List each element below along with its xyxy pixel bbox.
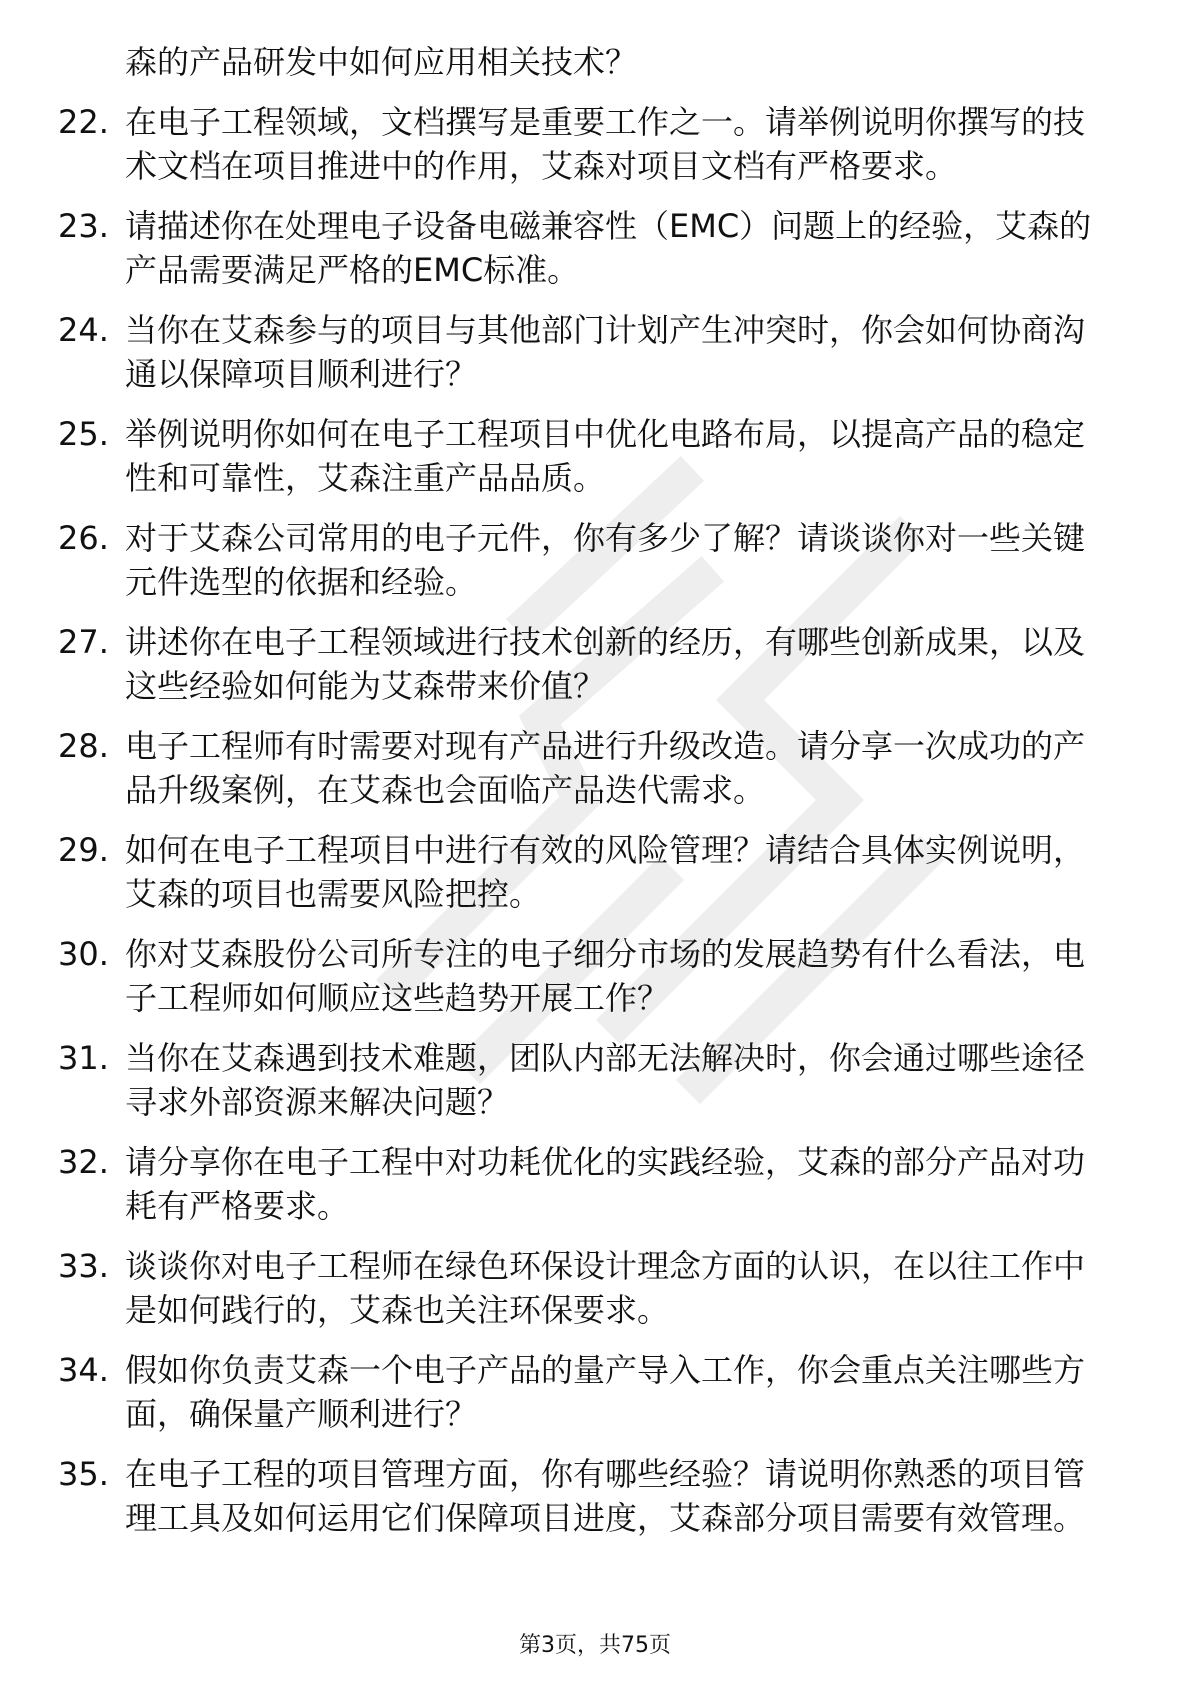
question-text: 假如你负责艾森一个电子产品的量产导入工作，你会重点关注哪些方面，确保量产顺利进行？ xyxy=(125,1351,1086,1433)
question-number: 26. xyxy=(58,519,109,557)
question-text: 当你在艾森参与的项目与其他部门计划产生冲突时，你会如何协商沟通以保障项目顺利进行？ xyxy=(125,311,1086,393)
page-footer: 第3页，共75页 xyxy=(519,1633,671,1658)
question-number: 27. xyxy=(58,623,109,661)
list-item xyxy=(0,204,1105,292)
list-item xyxy=(0,516,1105,604)
list-item xyxy=(0,1036,1105,1124)
question-text: 在电子工程的项目管理方面，你有哪些经验？请说明你熟悉的项目管理工具及如何运用它们保障项目进度，艾森部分项目需要有效管理。 xyxy=(125,1455,1086,1537)
question-text: 当你在艾森遇到技术难题，团队内部无法解决时，你会通过哪些途径寻求外部资源来解决问题？ xyxy=(125,1039,1086,1121)
question-text: 请分享你在电子工程中对功耗优化的实践经验，艾森的部分产品对功耗有严格要求。 xyxy=(125,1143,1086,1225)
question-text: 对于艾森公司常用的电子元件，你有多少了解？请谈谈你对一些关键元件选型的依据和经验。 xyxy=(125,519,1086,601)
question-number: 33. xyxy=(58,1247,109,1285)
question-text: 如何在电子工程项目中进行有效的风险管理？请结合具体实例说明，艾森的项目也需要风险把控。 xyxy=(125,831,1086,913)
list-item xyxy=(0,1244,1105,1332)
list-item xyxy=(0,1348,1105,1436)
list-item xyxy=(0,1452,1105,1540)
list-item xyxy=(0,932,1105,1020)
list-item xyxy=(0,1140,1105,1228)
question-text: 森的产品研发中如何应用相关技术？ xyxy=(125,43,638,81)
question-number: 35. xyxy=(58,1455,109,1493)
list-item xyxy=(0,100,1105,188)
question-text: 举例说明你如何在电子工程项目中优化电路布局，以提高产品的稳定性和可靠性，艾森注重产品品质。 xyxy=(125,415,1086,497)
question-number: 22. xyxy=(58,103,109,141)
question-number: 24. xyxy=(58,311,109,349)
question-number: 31. xyxy=(58,1039,109,1077)
list-item xyxy=(0,620,1105,708)
list-item-continuation xyxy=(0,40,1105,84)
list-item xyxy=(0,828,1105,916)
question-number: 29. xyxy=(58,831,109,869)
question-text: 谈谈你对电子工程师在绿色环保设计理念方面的认识，在以往工作中是如何践行的，艾森也关注环保要求。 xyxy=(125,1247,1086,1329)
question-number: 23. xyxy=(58,207,109,245)
question-text: 你对艾森股份公司所专注的电子细分市场的发展趋势有什么看法，电子工程师如何顺应这些趋势开展工作？ xyxy=(125,935,1086,1017)
question-text: 电子工程师有时需要对现有产品进行升级改造。请分享一次成功的产品升级案例，在艾森也会面临产品迭代需求。 xyxy=(125,727,1086,809)
question-text: 请描述你在处理电子设备电磁兼容性（EMC）问题上的经验，艾森的产品需要满足严格的EMC标准。 xyxy=(125,207,1092,289)
list-item xyxy=(0,308,1105,396)
question-text: 讲述你在电子工程领域进行技术创新的经历，有哪些创新成果，以及这些经验如何能为艾森带来价值？ xyxy=(125,623,1086,705)
list-item xyxy=(0,412,1105,500)
question-list xyxy=(0,40,1190,1556)
question-number: 34. xyxy=(58,1351,109,1389)
question-number: 32. xyxy=(58,1143,109,1181)
question-number: 28. xyxy=(58,727,109,765)
question-number: 25. xyxy=(58,415,109,453)
question-number: 30. xyxy=(58,935,109,973)
question-text: 在电子工程领域，文档撰写是重要工作之一。请举例说明你撰写的技术文档在项目推进中的作用，艾森对项目文档有严格要求。 xyxy=(125,103,1086,185)
list-item xyxy=(0,724,1105,812)
